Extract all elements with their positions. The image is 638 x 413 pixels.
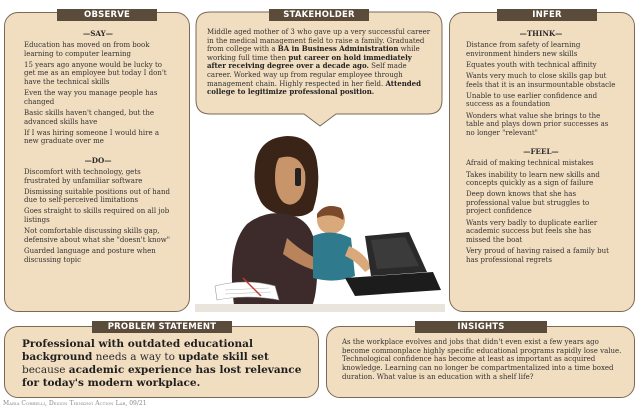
say-item: Education has moved on from book learning to computer learning xyxy=(24,41,150,58)
problem-update-skill: update skill set xyxy=(178,351,269,363)
feel-item: Takes inability to learn new skills and concepts quickly as a sign of failure xyxy=(466,170,600,188)
stakeholder-text: Middle aged mother of 3 who gave up a very successful career in the medical management field to raise a family. Graduated from college with a xyxy=(207,28,431,54)
phone-icon xyxy=(295,168,301,186)
problem-statement xyxy=(22,338,310,390)
observe-header: OBSERVE xyxy=(57,9,157,21)
think-item: Equates youth with technical affinity xyxy=(466,60,597,69)
insights-header: INSIGHTS xyxy=(415,321,547,333)
think-item: Wonders what value she brings to the table and plays down prior successes as no longer "relevant" xyxy=(466,111,609,137)
feel-item: Very proud of having raised a family but has professional regrets xyxy=(466,247,609,264)
feel-item: Wants very badly to duplicate earlier academic success but feels she has missed the boat xyxy=(466,218,598,244)
think-item: Wants very much to close skills gap but feels that it is an insurmountable obstacle xyxy=(466,71,616,89)
stakeholder-degree: BA in Business Administration xyxy=(277,44,399,54)
problem-background: Professional with outdated educational background xyxy=(22,338,253,363)
problem-text: because xyxy=(22,364,69,376)
footer-credit: Maria Corbelli, Design Thinking Action Lab, 09/21 xyxy=(3,400,147,407)
do-item: Guarded language and posture when discussing topic xyxy=(24,247,156,264)
do-item: Not comfortable discussing skills gap, defensive about what she "doesn't know" xyxy=(24,227,170,244)
think-heading: —THINK— xyxy=(519,29,563,38)
laptop xyxy=(345,272,441,296)
problem-reason: academic experience has lost relevance for today's modern workplace. xyxy=(22,364,302,389)
stakeholder-description xyxy=(207,28,433,97)
do-item: Dismissing suitable positions out of hand due to self-perceived limitations xyxy=(24,187,170,205)
think-item: Unable to use earlier confidence and success as a foundation xyxy=(466,91,598,109)
insights-text: As the workplace evolves and jobs that didn't even exist a few years ago become commonplace highly specific educational programs rapidly lose value. Technological confidence has become at least as important as acquired knowledge. Learning can no longer be compartmentalized into a time boxed duration. What value is an education with a shelf life? xyxy=(342,338,622,381)
think-item: Distance from safety of learning environment hinders new skills xyxy=(466,41,581,58)
feel-heading: —FEEL— xyxy=(523,147,559,157)
stakeholder-text: while working full time then xyxy=(207,45,420,62)
say-item: If I was hiring someone I would hire a new graduate over me xyxy=(24,128,160,146)
say-item: 15 years ago anyone would be lucky to get me as an employee but today I don't have the technical skills xyxy=(24,60,167,86)
stakeholder-photo xyxy=(195,128,445,312)
stakeholder-text: Self made career. Worked way up from regular employee through management chain. Highly respected in her field. xyxy=(207,62,407,88)
notepad xyxy=(215,282,279,300)
problem-header: PROBLEM STATEMENT xyxy=(92,321,232,333)
do-item: Goes straight to skills required on all job listings xyxy=(24,207,170,225)
stakeholder-legitimize: Attended college to legitimize professional position. xyxy=(207,78,422,97)
say-heading: —SAY— xyxy=(83,29,113,38)
stakeholder-career-hold: put career on hold immediately after receiving degree over a decade ago. xyxy=(207,52,412,71)
infer-content xyxy=(466,29,616,267)
stakeholder-header: STAKEHOLDER xyxy=(269,9,369,21)
say-item: Even the way you manage people has changed xyxy=(24,89,158,106)
feel-item: Deep down knows that she has professional value but struggles to project confidence xyxy=(466,190,590,216)
infer-header: INFER xyxy=(497,9,597,21)
problem-text: needs a way to xyxy=(92,351,179,363)
do-heading: —DO— xyxy=(84,155,112,165)
do-item: Discomfort with technology, gets frustrated by unfamiliar software xyxy=(24,167,143,185)
feel-item: Afraid of making technical mistakes xyxy=(466,159,594,168)
say-item: Basic skills haven't changed, but the advanced skills have xyxy=(24,108,155,126)
